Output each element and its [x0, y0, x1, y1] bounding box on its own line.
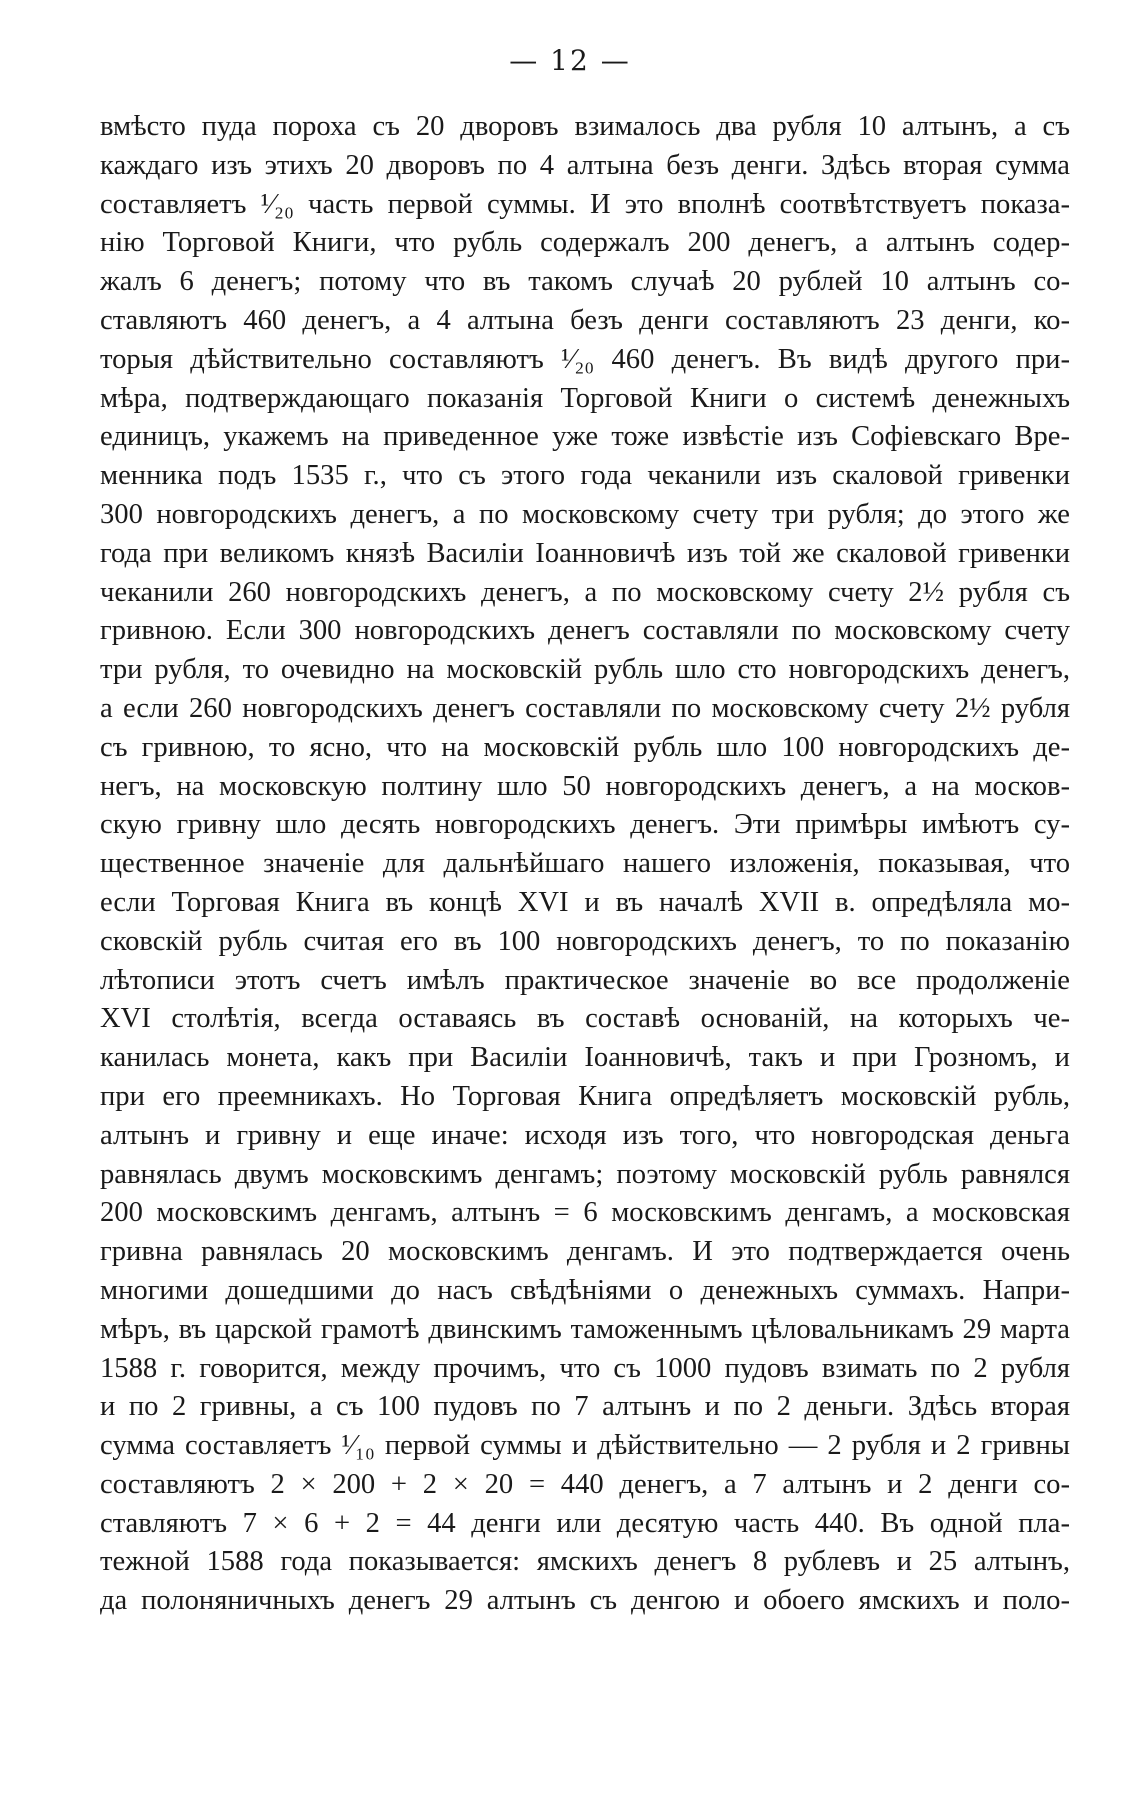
text-line: и по 2 гривны, а съ 100 пудовъ по 7 алтынъ и по 2 деньги. Здѣсь вторая — [100, 1391, 1070, 1423]
text-line: алтынъ и гривну и еще иначе: исходя изъ того, что новгородская деньга — [100, 1119, 1070, 1151]
text-line: торыя дѣйствительно составляютъ ¹⁄₂₀ 460 денегъ. Въ видѣ другого при- — [100, 343, 1070, 375]
text-line: сковскій рубль считая его въ 100 новгородскихъ денегъ, то по показанію — [100, 925, 1070, 957]
text-line: гривна равнялась 20 московскимъ денгамъ. И это подтверждается очень — [100, 1236, 1070, 1268]
text-line: нію Торговой Книги, что рубль содержалъ 200 денегъ, а алтынъ содер- — [100, 227, 1070, 259]
text-line: мѣръ, въ царской грамотѣ двинскимъ таможеннымъ цѣловальникамъ 29 марта — [100, 1313, 1070, 1345]
text-line: равнялась двумъ московскимъ денгамъ; поэтому московскій рубль равнялся — [100, 1158, 1070, 1190]
text-line: скую гривну шло десять новгородскихъ денегъ. Эти примѣры имѣютъ су- — [100, 809, 1070, 841]
text-line: если Торговая Книга въ концѣ XVI и въ началѣ XVII в. опредѣляла мо- — [100, 886, 1070, 918]
text-line: многими дошедшими до насъ свѣдѣніями о денежныхъ суммахъ. Напри- — [100, 1274, 1070, 1306]
text-line: составляютъ 2 × 200 + 2 × 20 = 440 денегъ, а 7 алтынъ и 2 денги со- — [100, 1468, 1070, 1500]
text-line: вмѣсто пуда пороха съ 20 дворовъ взималось два рубля 10 алтынъ, а съ — [100, 111, 1070, 142]
text-line: менника подъ 1535 г., что съ этого года чеканили изъ скаловой гривенки — [100, 460, 1070, 492]
text-line: 200 московскимъ денгамъ, алтынъ = 6 московскимъ денгамъ, а московская — [100, 1197, 1070, 1229]
text-line: а если 260 новгородскихъ денегъ составляли по московскому счету 2½ рубля — [100, 692, 1070, 724]
text-line: года при великомъ князѣ Василіи Іоанновичѣ изъ той же скаловой гривенки — [100, 537, 1070, 569]
text-line: 1588 г. говорится, между прочимъ, что съ 1000 пудовъ взимать по 2 рубля — [100, 1352, 1070, 1384]
text-line: чеканили 260 новгородскихъ денегъ, а по московскому счету 2½ рубля съ — [100, 576, 1070, 608]
text-line: 300 новгородскихъ денегъ, а по московскому счету три рубля; до этого же — [100, 498, 1070, 530]
text-line: сумма составляетъ ¹⁄₁₀ первой суммы и дѣйствительно — 2 рубля и 2 гривны — [100, 1430, 1070, 1462]
text-line: щественное значеніе для дальнѣйшаго нашего изложенія, показывая, что — [100, 848, 1070, 880]
text-line: составляетъ ¹⁄₂₀ часть первой суммы. И это вполнѣ соотвѣтствуетъ показа- — [100, 188, 1070, 220]
text-line: да полоняничныхъ денегъ 29 алтынъ съ денгою и обоего ямскихъ и поло- — [100, 1585, 1070, 1617]
text-line: ставляютъ 460 денегъ, а 4 алтына безъ денги составляютъ 23 денги, ко- — [100, 304, 1070, 336]
text-line: XVI столѣтія, всегда оставаясь въ составѣ основаній, на которыхъ че- — [100, 1003, 1070, 1035]
text-line: при его преемникахъ. Но Торговая Книга опредѣляетъ московскій рубль, — [100, 1080, 1070, 1112]
text-line: каждаго изъ этихъ 20 дворовъ по 4 алтына безъ денги. Здѣсь вторая сумма — [100, 149, 1070, 181]
text-line: канилась монета, какъ при Василіи Іоанновичѣ, такъ и при Грозномъ, и — [100, 1042, 1070, 1074]
body-text — [100, 108, 1070, 1621]
text-line: три рубля, то очевидно на московскій рубль шло сто новгородскихъ денегъ, — [100, 654, 1070, 686]
page-number: — 12 — — [509, 44, 631, 77]
text-line: жалъ 6 денегъ; потому что въ такомъ случаѣ 20 рублей 10 алтынъ со- — [100, 266, 1070, 298]
text-line: единицъ, укажемъ на приведенное уже тоже извѣстіе изъ Софіевскаго Вре- — [100, 421, 1070, 453]
text-line: гривною. Если 300 новгородскихъ денегъ составляли по московскому счету — [100, 615, 1070, 647]
text-line: мѣра, подтверждающаго показанія Торговой Книги о системѣ денежныхъ — [100, 382, 1070, 414]
text-line: съ гривною, то ясно, что на московскій рубль шло 100 новгородскихъ де- — [100, 731, 1070, 763]
text-line: лѣтописи этотъ счетъ имѣлъ практическое значеніе во все продолженіе — [100, 964, 1070, 996]
text-line: тежной 1588 года показывается: ямскихъ денегъ 8 рублевъ и 25 алтынъ, — [100, 1546, 1070, 1578]
text-line: ставляютъ 7 × 6 + 2 = 44 денги или десятую часть 440. Въ одной пла- — [100, 1507, 1070, 1539]
text-line: негъ, на московскую полтину шло 50 новгородскихъ денегъ, а на москов- — [100, 770, 1070, 802]
